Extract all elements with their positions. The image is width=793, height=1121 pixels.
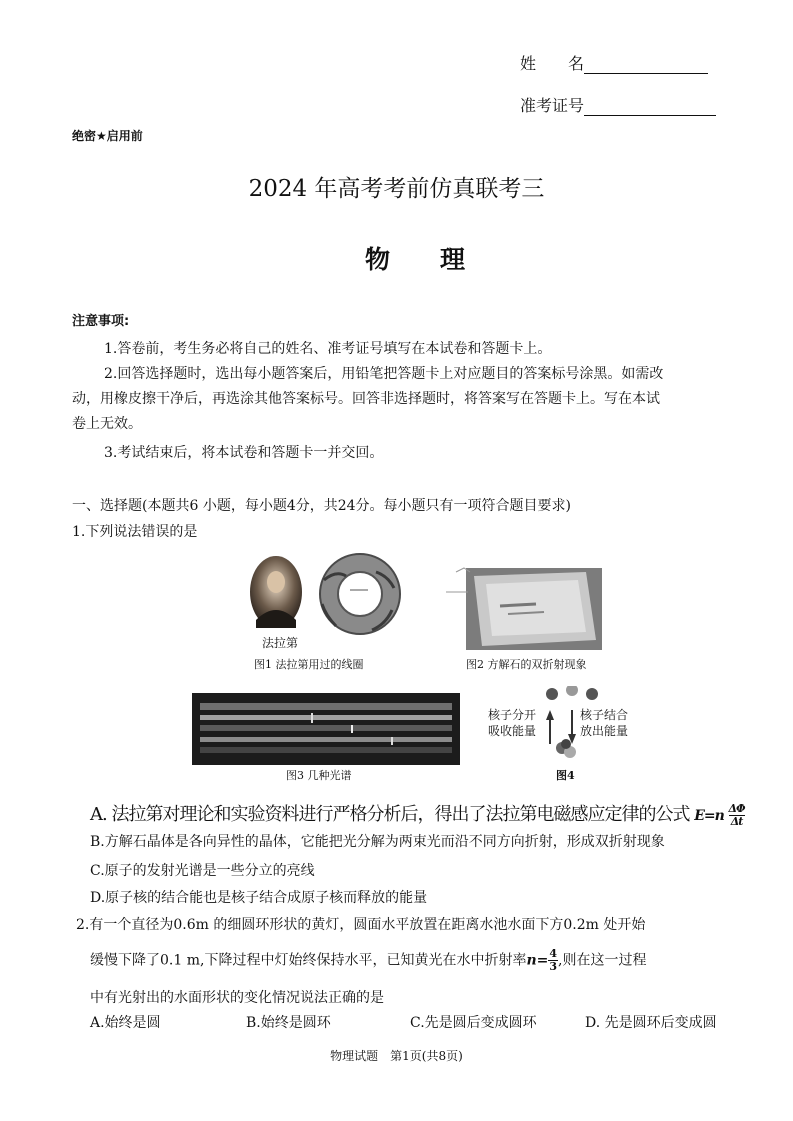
notice-item-2-line-2: 动，用橡皮擦干净后，再选涂其他答案标号。回答非选择题时，将答案写在答题卡上。写在本试 (72, 391, 660, 407)
figure-2 (446, 562, 604, 656)
q1-option-c: C.原子的发射光谱是一些分立的亮线 (90, 863, 315, 879)
figure-3 (192, 693, 460, 769)
fig1-caption: 图1 法拉第用过的线圈 (254, 658, 364, 671)
q1-option-a-text: A. 法拉第对理论和实验资料进行严格分析后，得出了法拉第电磁感应定律的公式 (90, 804, 690, 825)
refractive-index-denominator: 3 (549, 960, 558, 973)
spectra-image (192, 693, 460, 765)
fig4-left-label-2: 吸收能量 (488, 724, 537, 738)
fig4-right-label-1: 核子结合 (580, 708, 629, 722)
notice-item-2-line-3: 卷上无效。 (72, 416, 142, 432)
q2-option-c: C.先是圆后变成圆环 (410, 1015, 537, 1031)
faraday-formula-denominator: Δt (730, 814, 743, 828)
faraday-formula-numerator: ΔΦ (728, 801, 745, 815)
faraday-formula-lhs: E=n (694, 808, 724, 824)
q1-option-a (90, 800, 745, 828)
subject-title: 物 理 (364, 245, 465, 274)
fig4-right-label-2: 放出能量 (580, 724, 629, 738)
name-field-row (520, 54, 708, 74)
exam-id-label: 准考证号 (520, 96, 585, 115)
secret-mark: 绝密★启用前 (72, 129, 143, 143)
q2-option-a: A.始终是圆 (90, 1015, 161, 1031)
refractive-index-label: n= (526, 952, 549, 969)
fig3-caption: 图3 几种光谱 (286, 769, 352, 782)
q2-line-2-tail: ,则在这一过程 (558, 952, 647, 969)
q2-line-3: 中有光射出的水面形状的变化情况说法正确的是 (90, 990, 384, 1006)
refractive-index-fraction (548, 948, 558, 973)
q1-stem: 1.下列说法错误的是 (72, 524, 198, 540)
exam-id-blank (584, 99, 716, 116)
notice-heading: 注意事项: (72, 314, 130, 329)
calcite-birefringence-image (446, 562, 604, 652)
q2-line-1: 2.有一个直径为0.6m 的细圆环形状的黄灯，圆面水平放置在距离水池水面下方0.2m 处开始 (76, 917, 646, 933)
portrait-label: 法拉第 (262, 636, 299, 650)
exam-title: 2024 年高考考前仿真联考三 (248, 176, 545, 202)
fig4-left-label-1: 核子分开 (488, 708, 537, 722)
q2-option-b: B.始终是圆环 (246, 1015, 331, 1031)
fig2-caption: 图2 方解石的双折射现象 (466, 658, 587, 671)
faraday-formula-fraction (729, 803, 745, 828)
notice-item-2-line-1: 2.回答选择题时，选出每小题答案后，用铅笔把答题卡上对应题目的答案标号涂黑。如需改 (104, 366, 664, 382)
section-heading: 一、选择题(本题共6 小题，每小题4分，共24分。每小题只有一项符合题目要求) (72, 498, 572, 514)
notice-item-3: 3.考试结束后，将本试卷和答题卡一并交回。 (104, 445, 384, 461)
fig4-caption: 图4 (556, 769, 575, 782)
notice-item-1: 1.答卷前，考生务必将自己的姓名、准考证号填写在本试卷和答题卡上。 (104, 341, 552, 357)
q2-line-2 (90, 948, 646, 973)
q2-option-d: D. 先是圆环后变成圆 (585, 1015, 717, 1031)
page-footer: 物理试题 第1页(共8页) (330, 1049, 463, 1063)
exam-id-field-row (520, 96, 716, 116)
refractive-index-numerator: 4 (549, 947, 558, 960)
q2-line-2-text: 缓慢下降了0.1 m,下降过程中灯始终保持水平，已知黄光在水中折射率 (90, 952, 527, 969)
q1-option-b: B.方解石晶体是各向异性的晶体，它能把光分解为两束光而沿不同方向折射，形成双折射现象 (90, 834, 665, 850)
name-label: 姓 名 (520, 54, 585, 73)
q1-option-d: D.原子核的结合能也是核子结合成原子核而释放的能量 (90, 890, 428, 906)
name-blank (584, 57, 708, 74)
